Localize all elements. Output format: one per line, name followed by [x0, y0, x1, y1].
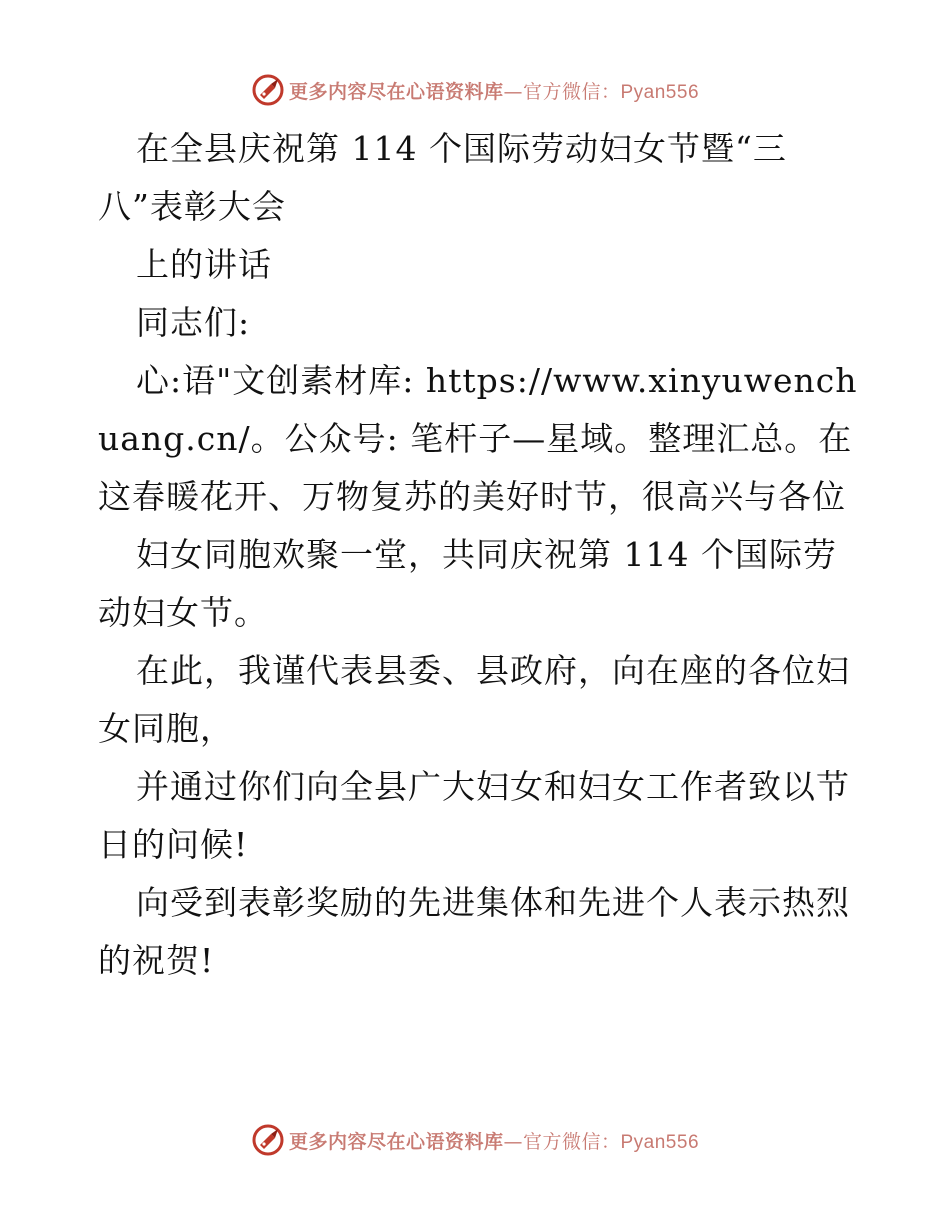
paragraph-gathering: 妇女同胞欢聚一堂，共同庆祝第 114 个国际劳动妇女节。	[98, 535, 837, 632]
header-watermark	[0, 70, 950, 110]
paragraph-source-note: 心:语"文创素材库: https://www.xinyuwenchuang.cn/。公众号: 笔杆子—星域。整理汇总。在这春暖花开、万物复苏的美好时节，很高兴与各位	[98, 361, 858, 516]
footer-watermark	[0, 1120, 950, 1160]
speech-title-line-1: 在全县庆祝第 114 个国际劳动妇女节暨“三八”表彰大会	[98, 129, 787, 226]
footer-watermark-text	[289, 1127, 699, 1154]
speech-title-line-2: 上的讲话	[136, 245, 272, 284]
footer-brand: 更多内容尽在心语资料库	[288, 1130, 504, 1153]
pen-nib-circle-logo-icon	[251, 73, 285, 107]
paragraph-holiday-wishes: 并通过你们向全县广大妇女和妇女工作者致以节日的问候!	[98, 767, 850, 864]
footer-watermark-inner	[251, 1123, 699, 1157]
pen-nib-circle-logo-icon	[251, 1123, 285, 1157]
paragraph-congratulations: 向受到表彰奖励的先进集体和先进个人表示热烈的祝贺!	[98, 883, 850, 980]
document-body	[98, 120, 858, 990]
footer-wechat-label: 官方微信：	[522, 1130, 621, 1153]
header-dash: —	[503, 80, 523, 103]
footer-dash: —	[503, 1130, 523, 1153]
footer-account: Pyan556	[620, 1131, 700, 1153]
salutation: 同志们:	[136, 303, 251, 342]
header-watermark-text	[289, 77, 699, 104]
header-wechat-label: 官方微信：	[522, 80, 621, 103]
paragraph-greeting: 在此，我谨代表县委、县政府，向在座的各位妇女同胞，	[98, 651, 850, 748]
header-account: Pyan556	[620, 81, 700, 103]
header-brand: 更多内容尽在心语资料库	[288, 80, 504, 103]
header-watermark-inner	[251, 73, 699, 107]
